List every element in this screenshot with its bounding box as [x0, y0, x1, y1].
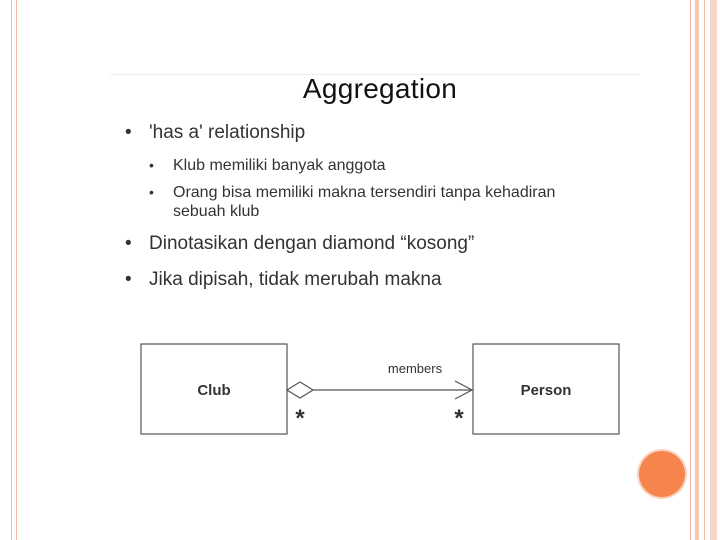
right-multiplicity: *	[454, 405, 464, 432]
bullet-item	[125, 231, 585, 257]
bullet-item	[125, 267, 585, 293]
sub-bullet-text: Klub memiliki banyak anggota	[173, 157, 386, 174]
slide-title: Aggregation	[302, 73, 458, 104]
orange-circle-decoration	[639, 451, 685, 497]
sub-bullet-text: Orang bisa memiliki makna tersendiri tanpa kehadiran sebuah klub	[173, 184, 556, 220]
sub-bullet-item	[149, 183, 573, 221]
bullet-dot: •	[149, 184, 154, 200]
bullet-text: Dinotasikan dengan diamond “kosong”	[149, 233, 475, 254]
aggregation-diamond-icon	[287, 382, 313, 398]
bullet-list	[125, 120, 585, 303]
bullet-item	[125, 120, 585, 146]
bullet-dot: •	[125, 122, 132, 143]
bullet-text: 'has a' relationship	[149, 122, 306, 143]
association-label: members	[387, 361, 443, 376]
bullet-dot: •	[149, 157, 154, 173]
sub-bullet-item	[149, 156, 585, 175]
person-class-label: Person	[520, 382, 572, 399]
club-class-label: Club	[197, 382, 231, 399]
bullet-text: Jika dipisah, tidak merubah makna	[149, 269, 442, 290]
bullet-dot: •	[125, 233, 132, 254]
bullet-dot: •	[125, 269, 132, 290]
left-multiplicity: *	[295, 405, 305, 432]
uml-aggregation-diagram	[130, 330, 630, 440]
